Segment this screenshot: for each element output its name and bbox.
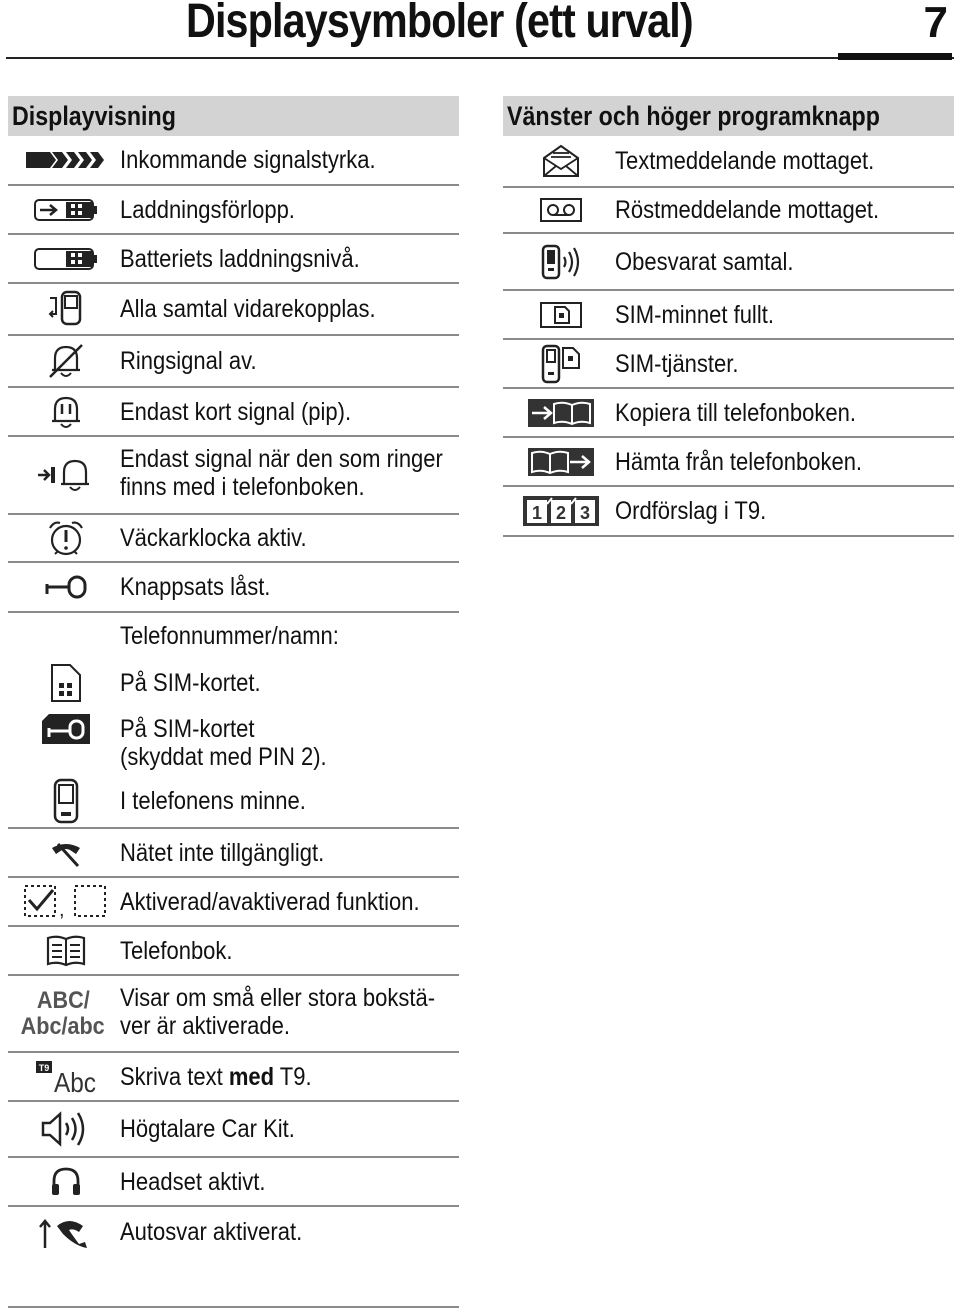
svg-text:T9: T9	[38, 1062, 50, 1073]
list-item: Nätet inte tillgängligt.	[8, 829, 459, 878]
header-rule	[6, 57, 954, 59]
fetch-from-phonebook-icon	[511, 438, 611, 485]
list-item: SIM-tjänster.	[503, 340, 954, 389]
list-item: , Aktiverad/avaktiverad funktion.	[8, 878, 459, 927]
bottom-rule	[8, 1306, 459, 1308]
list-item: Inkommande signalstyrka.	[8, 136, 459, 186]
list-item: 1 2 3 Ordförslag i T9.	[503, 487, 954, 537]
svg-text:,: ,	[59, 898, 65, 920]
list-item: Endast signal när den som ringer finns med i telefonboken.	[8, 437, 459, 515]
list-item: T9 Abc Skriva text med T9.	[8, 1053, 459, 1102]
sim-pin2-icon	[16, 707, 116, 775]
sms-icon	[511, 136, 611, 186]
list-item: Batteriets laddningsnivå.	[8, 235, 459, 284]
list-item: Laddningsförlopp.	[8, 186, 459, 235]
svg-text:2: 2	[555, 503, 567, 523]
svg-text:3: 3	[579, 503, 591, 523]
list-item: Knappsats låst.	[8, 563, 459, 613]
list-item: Headset aktivt.	[8, 1158, 459, 1207]
svg-text:1: 1	[531, 503, 543, 523]
softkeys-section	[503, 96, 954, 537]
display-symbols-section	[8, 96, 459, 1256]
list-item: På SIM-kortet.	[8, 659, 459, 707]
page-title: Displaysymboler (ett urval)	[186, 0, 693, 48]
speaker-icon	[16, 1102, 116, 1156]
abc-case-icon: ABC/ Abc/abc	[20, 986, 106, 1040]
list-item: Textmeddelande mottaget.	[503, 136, 954, 188]
t9-abc-icon	[16, 1053, 116, 1100]
list-item: Högtalare Car Kit.	[8, 1102, 459, 1158]
header-rule-accent	[838, 53, 952, 60]
list-item: Obesvarat samtal.	[503, 234, 954, 291]
key-icon	[16, 563, 116, 611]
battery-icon	[16, 235, 116, 282]
phonebook-icon	[16, 927, 116, 974]
sim-services-icon	[511, 340, 611, 387]
list-item: Kopiera till telefonboken.	[503, 389, 954, 438]
list-item: ABC/ Abc/abc Visar om små eller stora bokstä- ver är aktiverade.	[8, 976, 459, 1053]
ring-known-icon	[16, 437, 116, 513]
ringer-off-icon	[16, 336, 116, 386]
list-item: Väckarklocka aktiv.	[8, 515, 459, 563]
list-item: Telefonbok.	[8, 927, 459, 976]
auto-answer-icon	[16, 1207, 116, 1256]
no-network-icon	[16, 829, 116, 876]
headset-icon	[16, 1158, 116, 1205]
sim-icon	[16, 659, 116, 707]
copy-to-phonebook-icon	[511, 389, 611, 436]
list-item: Telefonnummer/namn:	[120, 622, 339, 650]
voicemail-icon	[511, 188, 611, 232]
list-item: Alla samtal vidarekopplas.	[8, 284, 459, 336]
charging-icon	[16, 186, 116, 233]
signal-strength-icon	[16, 136, 116, 184]
list-item: På SIM-kortet (skyddat med PIN 2).	[8, 707, 459, 775]
section-heading: Displayvisning	[8, 96, 459, 136]
list-item: I telefonens minne.	[8, 775, 459, 829]
beep-icon	[16, 388, 116, 435]
list-item: SIM-minnet fullt.	[503, 291, 954, 340]
phone-memory-icon	[16, 775, 116, 827]
alarm-clock-icon	[16, 515, 116, 561]
list-item: Endast kort signal (pip).	[8, 388, 459, 437]
checkbox-icon	[16, 878, 116, 925]
list-item: Röstmeddelande mottaget.	[503, 188, 954, 234]
list-item: Ringsignal av.	[8, 336, 459, 388]
page-number: 7	[923, 0, 948, 47]
svg-text:Abc: Abc	[54, 1066, 96, 1095]
call-divert-icon	[16, 284, 116, 334]
section-heading: Vänster och höger programknapp	[503, 96, 954, 136]
list-item: Hämta från telefonboken.	[503, 438, 954, 487]
missed-call-icon	[511, 234, 611, 289]
sim-full-icon	[511, 291, 611, 338]
t9-suggestion-icon	[511, 487, 611, 535]
list-item: Autosvar aktiverat.	[8, 1207, 459, 1256]
